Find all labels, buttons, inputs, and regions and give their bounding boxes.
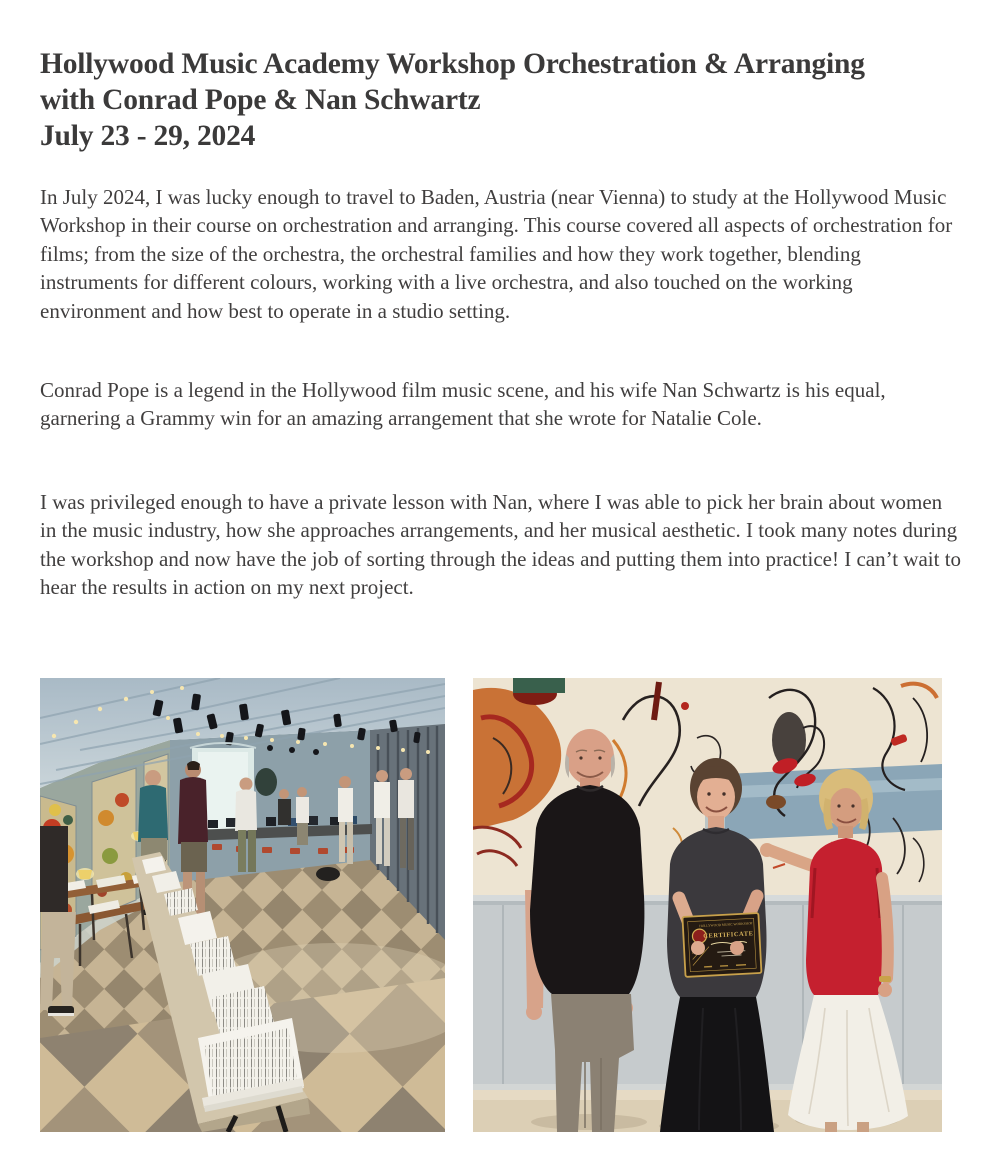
paragraph-conrad-pope: Conrad Pope is a legend in the Hollywood film music scene, and his wife Nan Schwartz is his equal, garnering a Grammy win for an amazing arrangement that she wrote for Natalie Cole. (40, 378, 886, 431)
post-title (40, 46, 970, 154)
paragraph-intro: In July 2024, I was lucky enough to travel to Baden, Austria (near Vienna) to study at the Hollywood Music Workshop in their course on orchestration and arranging. This course covered all aspects of orchestration for films; from the size of the orchestra, the orchestral families and how they work together, blending instruments for different colours, working with a live orchestra, and also touched on the working environment and how best to operate in a studio setting. (40, 185, 953, 323)
title-line-2: with Conrad Pope & Nan Schwartz (40, 83, 481, 116)
certificate-header-text: HOLLYWOOD MUSIC WORKSHOP (699, 921, 753, 929)
post-date: July 23 - 29, 2024 (40, 119, 256, 152)
paragraph-private-lesson: I was privileged enough to have a private lesson with Nan, where I was able to pick her brain about women in the music industry, how she approaches arrangements, and her musical aesthetic. I took many notes during the workshop and now have the job of sorting through the ideas and putting them into practice! I can’t wait to hear the results in action on my next project. (40, 490, 962, 600)
certificate-title-text: CERTIFICATE (703, 930, 754, 940)
certificate-group-photo (473, 678, 942, 1132)
wall-painting (92, 768, 136, 918)
title-line-1: Hollywood Music Academy Workshop Orchestration & Arranging (40, 47, 865, 80)
workshop-room-photo (40, 678, 445, 1132)
person-white-shirt (235, 778, 257, 873)
